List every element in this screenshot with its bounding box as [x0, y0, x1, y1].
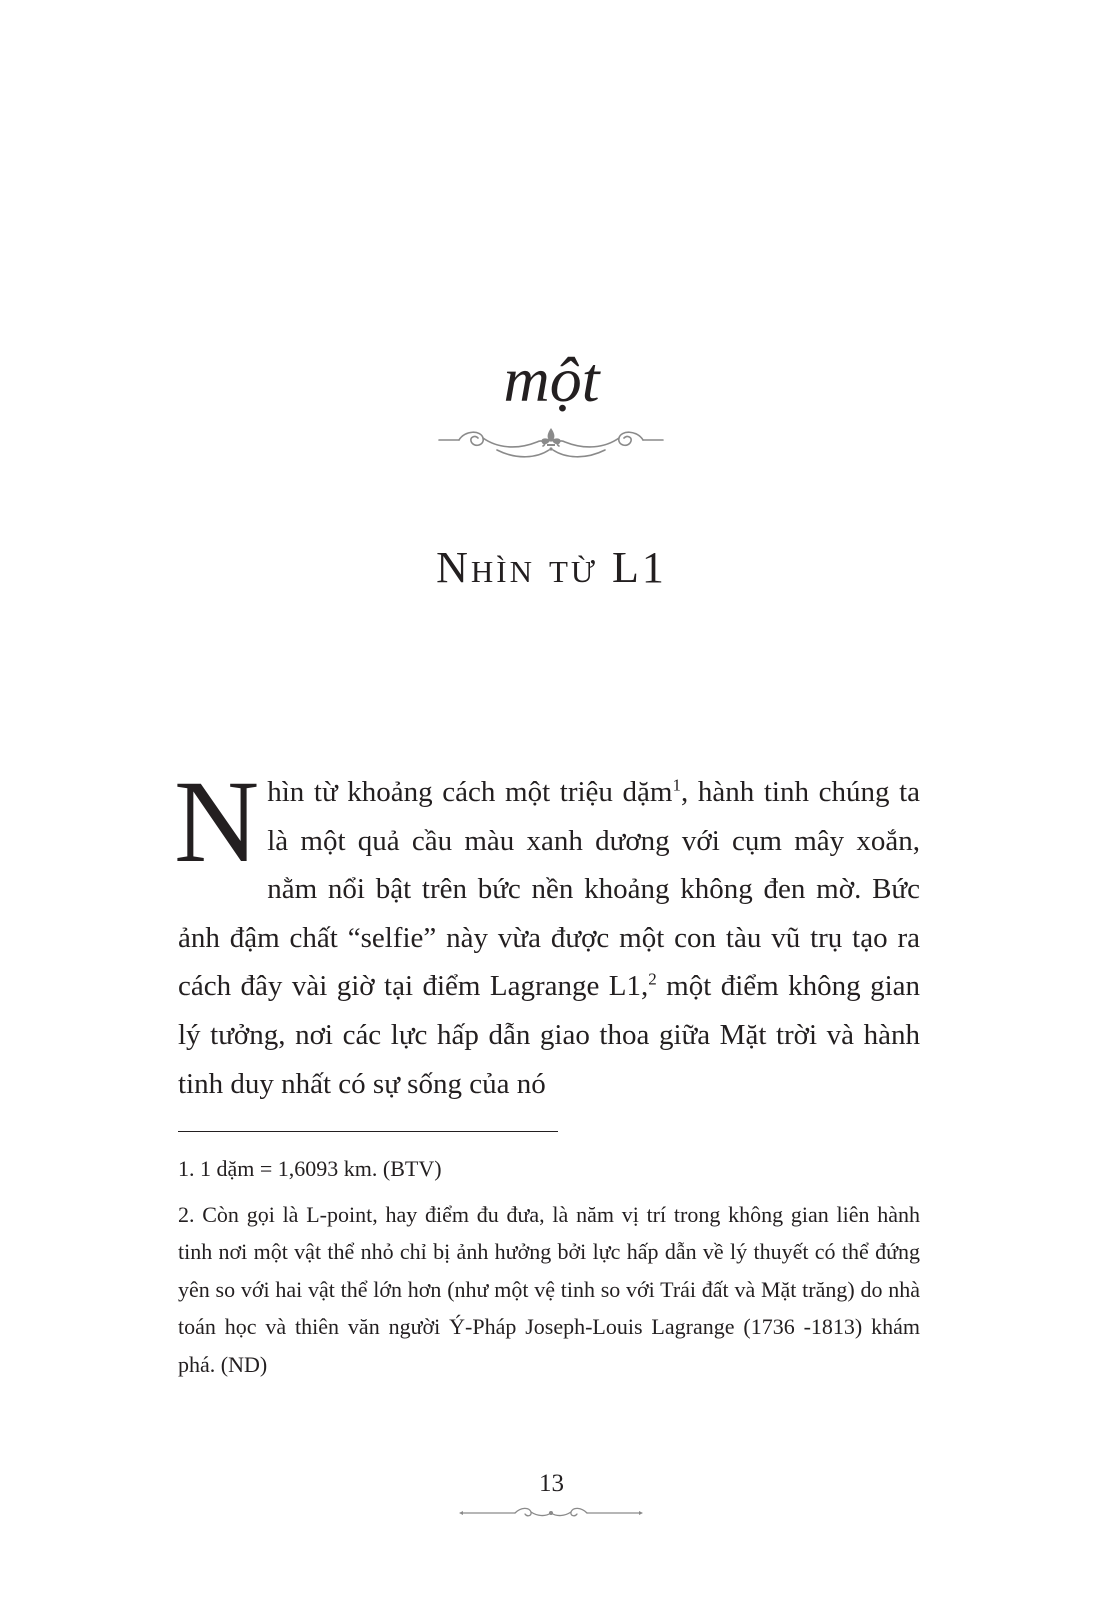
footnotes: [178, 1150, 920, 1391]
footnote-ref: 1: [672, 775, 681, 795]
page-flourish-icon: [457, 1502, 645, 1524]
body-paragraph: [174, 756, 921, 1108]
body-text-segment: một điểm không gian lý tưởng, nơi các lực hấp dẫn giao thoa giữa Mặt trời và hành tinh duy nhất có sự sống của nó: [178, 970, 921, 1100]
footnote: 1. 1 dặm = 1,6093 km. (BTV): [178, 1156, 442, 1181]
chapter-title: Nhìn từ L1: [436, 543, 667, 592]
page-number: 13: [539, 1470, 564, 1497]
drop-cap: N: [174, 756, 260, 887]
body-text-segment: hìn từ khoảng cách một triệu dặm: [267, 776, 673, 808]
chapter-number: một: [503, 344, 600, 415]
footnote: 2. Còn gọi là L-point, hay điểm đu đưa, là năm vị trí trong không gian liên hành tinh nơi một vật thể nhỏ chỉ bị ảnh hưởng bởi lực hấp dẫn về lý thuyết có thể đứng yên so với hai vật thể lớn hơn (như một vệ tinh so với Trái đất và Mặt trăng) do nhà toán học và thiên văn người Ý-Pháp Joseph-Louis Lagrange (1736 -1813) khám phá. (ND): [178, 1201, 920, 1377]
footnote-divider: [178, 1131, 558, 1132]
footnote-ref: 2: [648, 969, 657, 989]
flourish-ornament-icon: [437, 420, 665, 466]
body-text-segment: , hành tinh chúng ta là một quả cầu màu xanh dương với cụm mây xoắn, nằm nổi bật trên bức nền khoảng không đen mờ. Bức ảnh đậm chất “selfie” này vừa được một con tàu vũ trụ tạo ra cách đây vài giờ tại điểm Lagrange L1,: [178, 776, 920, 1003]
